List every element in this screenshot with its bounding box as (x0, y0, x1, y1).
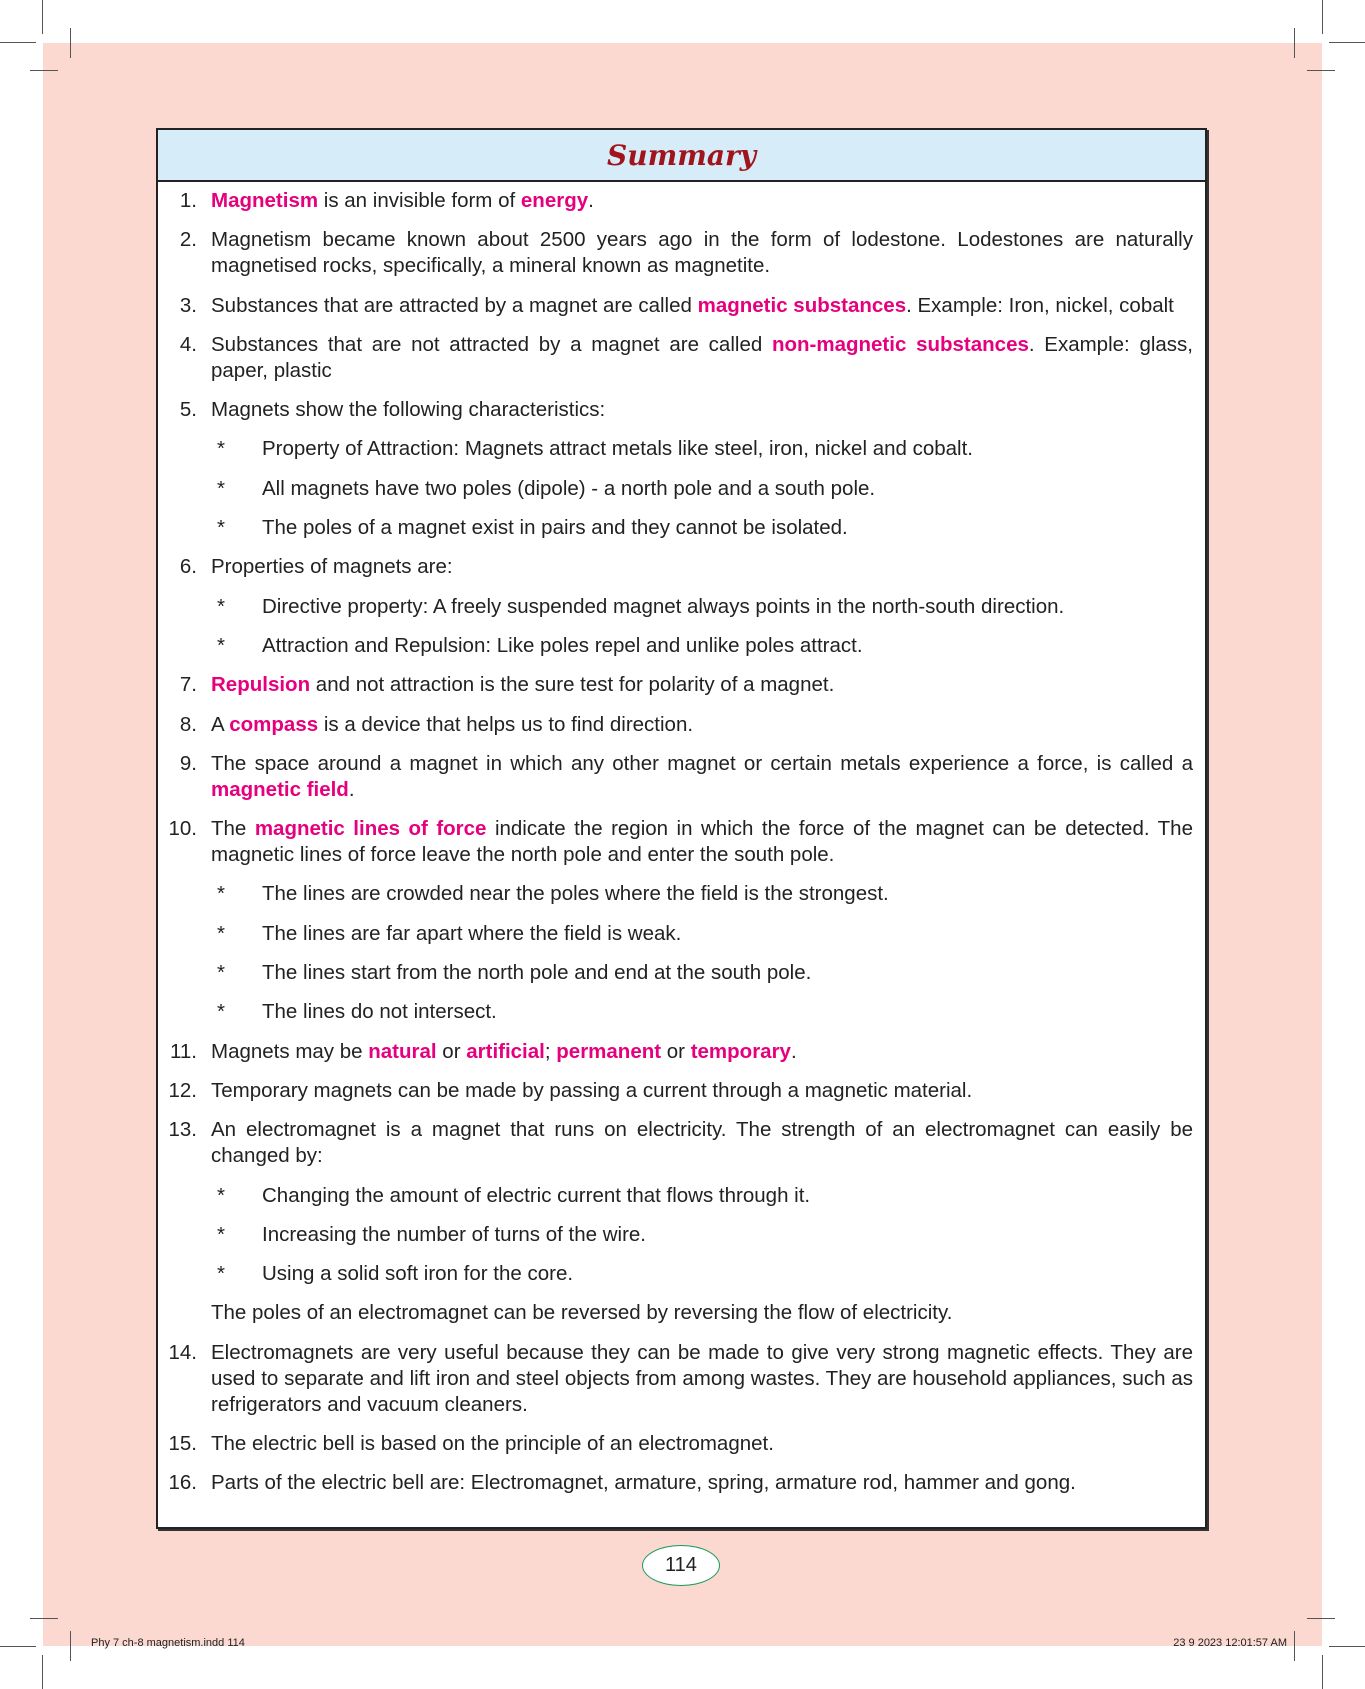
crop-mark (30, 70, 58, 71)
item-number: 1. (179, 189, 197, 212)
crop-mark (1294, 1631, 1295, 1661)
bullet-item (158, 881, 1193, 907)
key-term: Repulsion (211, 673, 311, 697)
text-segment: and not attraction is the sure test for polarity of a magnet. (310, 673, 835, 697)
summary-list (158, 182, 1205, 1496)
bullet-item (158, 1261, 1193, 1287)
key-term: compass (229, 712, 319, 736)
item-text (211, 672, 1193, 698)
text-segment: Substances that are attracted by a magnet are called (211, 293, 698, 317)
item-text (211, 1340, 1193, 1418)
list-item (158, 188, 1193, 214)
text-segment: An electromagnet is a magnet that runs on electricity. The strength of an electromagnet can easily be changed by: (211, 1118, 1193, 1168)
footer-timestamp: 23 9 2023 12:01:57 AM (1173, 1637, 1287, 1649)
list-item (158, 712, 1193, 738)
item-number: 15. (168, 1432, 197, 1456)
item-note: The poles of an electromagnet can be reversed by reversing the flow of electricity. (211, 1301, 953, 1325)
list-item (158, 672, 1193, 698)
bullet-text: The lines do not intersect. (262, 1000, 497, 1024)
crop-mark (1329, 42, 1365, 43)
list-item (158, 751, 1193, 803)
text-segment: Magnets show the following characteristics: (211, 398, 606, 422)
bullet-text: The poles of a magnet exist in pairs and they cannot be isolated. (262, 516, 848, 540)
crop-mark (1329, 1646, 1365, 1647)
bullet-text: Changing the amount of electric current that flows through it. (262, 1183, 811, 1207)
item-text (211, 1470, 1193, 1496)
bullet-star-icon: * (217, 882, 225, 906)
item-number: 2. (179, 228, 197, 252)
item-number: 6. (179, 555, 197, 579)
key-term: energy (520, 189, 589, 212)
text-segment: Temporary magnets can be made by passing a current through a magnetic material. (211, 1078, 973, 1102)
item-text (211, 188, 1193, 214)
crop-mark (30, 1618, 58, 1619)
bullet-text: The lines are far apart where the field is weak. (262, 921, 682, 945)
crop-mark (0, 1646, 36, 1647)
bullet-item (158, 1222, 1193, 1248)
text-segment: The (211, 817, 255, 841)
item-number: 9. (179, 751, 197, 775)
text-segment: or (436, 1039, 467, 1063)
bullet-star-icon: * (217, 1183, 225, 1207)
item-number: 13. (168, 1118, 197, 1142)
list-item (158, 1470, 1193, 1496)
text-segment: Substances that are not attracted by a magnet are called (211, 332, 772, 356)
key-term: Magnetism (211, 189, 319, 212)
bullet-text: Attraction and Repulsion: Like poles repel and unlike poles attract. (262, 633, 863, 657)
bullet-star-icon: * (217, 633, 225, 657)
key-term: artificial (466, 1039, 545, 1063)
key-term: magnetic field (211, 777, 349, 801)
key-term: non-magnetic substances (771, 332, 1029, 356)
bullet-item (158, 921, 1193, 947)
text-segment: is an invisible form of (318, 189, 521, 212)
text-segment: ; (544, 1039, 557, 1063)
bullet-item (158, 594, 1193, 620)
text-segment: indicate the region in which the force of the magnet can be detected. The magnetic lines of force leave the north pole and enter the south pole. (211, 817, 1193, 867)
crop-mark (1307, 70, 1335, 71)
text-segment: The electric bell is based on the principle of an electromagnet. (211, 1432, 774, 1456)
bullet-star-icon: * (217, 1262, 225, 1286)
bullet-star-icon: * (217, 516, 225, 540)
item-text (211, 227, 1193, 279)
bullet-star-icon: * (217, 961, 225, 985)
item-number: 11. (170, 1039, 197, 1063)
crop-mark (42, 0, 43, 34)
list-item (158, 1340, 1193, 1418)
item-number: 4. (179, 332, 197, 356)
text-segment: Properties of magnets are: (211, 555, 453, 579)
item-number: 10. (168, 817, 197, 841)
text-segment: or (661, 1039, 691, 1063)
item-number: 16. (168, 1471, 197, 1495)
item-text (211, 1117, 1193, 1169)
item-text (211, 712, 1193, 738)
crop-mark (70, 28, 71, 58)
list-item (158, 1078, 1193, 1104)
bullet-text: The lines start from the north pole and end at the south pole. (262, 961, 812, 985)
item-text (211, 554, 1193, 580)
item-text (211, 816, 1193, 868)
list-item (158, 816, 1193, 868)
list-item (158, 397, 1193, 423)
item-number: 12. (168, 1078, 197, 1102)
bullet-item (158, 633, 1193, 659)
bullet-text: Using a solid soft iron for the core. (262, 1262, 574, 1286)
key-term: natural (368, 1039, 437, 1063)
text-segment: is a device that helps us to find direction. (318, 712, 694, 736)
summary-box (156, 128, 1207, 1529)
item-text (211, 1431, 1193, 1457)
summary-header (158, 130, 1205, 182)
footer-file-info: Phy 7 ch-8 magnetism.indd 114 (91, 1637, 245, 1649)
text-segment: The space around a magnet in which any other magnet or certain metals experience a force, is called a (211, 751, 1193, 775)
bullet-item (158, 436, 1193, 462)
page-number-text: 114 (665, 1554, 697, 1576)
text-segment: . Example: Iron, nickel, cobalt (906, 293, 1174, 317)
crop-mark (1322, 0, 1323, 34)
text-segment: . Example: glass, paper, plastic (211, 332, 1194, 382)
text-segment: . (790, 1039, 797, 1063)
bullet-star-icon: * (217, 594, 225, 618)
crop-mark (1322, 1655, 1323, 1689)
text-segment: Magnets may be (211, 1039, 369, 1063)
summary-title: Summary (607, 138, 756, 172)
text-segment: . (588, 189, 594, 212)
list-item (158, 554, 1193, 580)
bullet-text: Directive property: A freely suspended magnet always points in the north-south direction. (262, 594, 1065, 618)
item-text (211, 1078, 1193, 1104)
crop-mark (70, 1631, 71, 1661)
list-item (158, 293, 1193, 319)
item-text (211, 293, 1193, 319)
bullet-item (158, 960, 1193, 986)
bullet-text: Increasing the number of turns of the wire. (262, 1222, 647, 1246)
bullet-text: The lines are crowded near the poles where the field is the strongest. (262, 882, 889, 906)
item-number: 3. (179, 293, 197, 317)
crop-mark (0, 42, 36, 43)
bullet-star-icon: * (217, 437, 225, 461)
page-number (642, 1545, 720, 1586)
item-number: 14. (168, 1340, 197, 1364)
item-text (211, 751, 1193, 803)
text-segment: Magnetism became known about 2500 years ago in the form of lodestone. Lodestones are naturally magnetised rocks, specifically, a mineral known as magnetite. (211, 228, 1193, 278)
crop-mark (42, 1655, 43, 1689)
crop-mark (1307, 1618, 1335, 1619)
bullet-item (158, 476, 1193, 502)
item-text (211, 332, 1193, 384)
list-item (158, 227, 1193, 279)
bullet-star-icon: * (217, 476, 225, 500)
bullet-text: All magnets have two poles (dipole) - a north pole and a south pole. (262, 476, 876, 500)
list-item (158, 332, 1193, 384)
item-text (211, 397, 1193, 423)
bullet-star-icon: * (217, 1222, 225, 1246)
item-number: 8. (179, 712, 197, 736)
text-segment: Electromagnets are very useful because they can be made to give very strong magnetic effects. They are used to separate and lift iron and steel objects from among wastes. They are household appliances, such as refrigerators and vacuum cleaners. (211, 1340, 1193, 1416)
bullet-text: Property of Attraction: Magnets attract metals like steel, iron, nickel and cobalt. (262, 437, 974, 461)
text-segment: Parts of the electric bell are: Electromagnet, armature, spring, armature rod, hammer and gong. (211, 1471, 1076, 1495)
bullet-star-icon: * (217, 921, 225, 945)
item-number: 7. (179, 673, 197, 697)
bullet-item (158, 999, 1193, 1025)
bullet-item (158, 1183, 1193, 1209)
key-term: temporary (690, 1039, 791, 1063)
crop-mark (1294, 28, 1295, 58)
bullet-star-icon: * (217, 1000, 225, 1024)
key-term: magnetic lines of force (254, 817, 487, 841)
item-text (211, 1039, 1193, 1065)
key-term: magnetic substances (697, 293, 907, 317)
list-item (158, 1117, 1193, 1169)
list-item (158, 1039, 1193, 1065)
text-segment: A (211, 712, 230, 736)
key-term: permanent (556, 1039, 662, 1063)
list-item (158, 1431, 1193, 1457)
bullet-item (158, 515, 1193, 541)
text-segment: . (348, 777, 355, 801)
item-number: 5. (179, 398, 197, 422)
